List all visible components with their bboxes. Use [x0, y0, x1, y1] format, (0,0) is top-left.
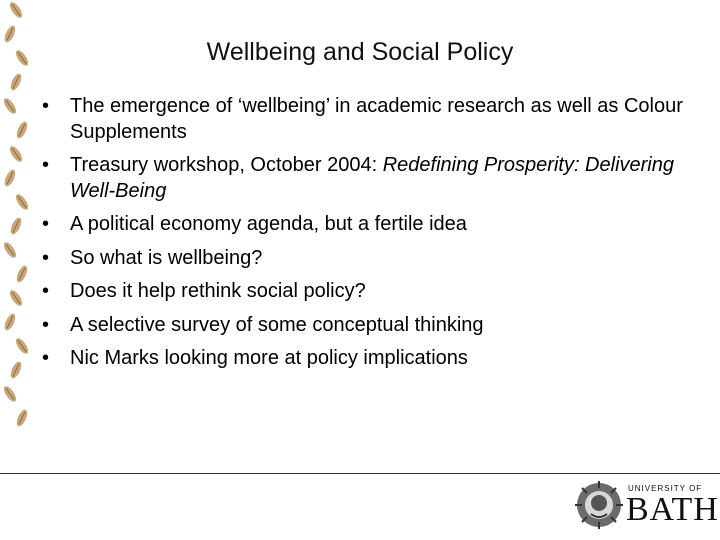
bullet-dot: •: [42, 246, 50, 269]
bullet-item: [40, 153, 690, 204]
bullet-dot: •: [42, 313, 50, 336]
bullet-dot: •: [42, 154, 50, 176]
bullet-text: The emergence of ‘wellbeing’ in academic research as well as Colour Supplements: [70, 95, 683, 143]
bullet-dot: •: [42, 213, 50, 235]
bullet-item: [40, 212, 690, 238]
bullet-dot: •: [42, 95, 50, 117]
wheat-grain-border: [0, 0, 40, 440]
bullet-item: [40, 279, 690, 305]
bullet-text: Treasury workshop, October 2004:: [70, 154, 383, 176]
bullet-list: [40, 94, 690, 380]
bullet-dot: •: [42, 347, 50, 369]
bullet-dot: •: [42, 280, 50, 302]
bullet-text: Nic Marks looking more at policy implications: [70, 347, 468, 369]
logo-university-of: UNIVERSITY OF: [628, 484, 703, 493]
bullet-text: A selective survey of some conceptual thinking: [70, 313, 484, 336]
bullet-item: [40, 313, 690, 339]
bullet-text: So what is wellbeing?: [70, 246, 263, 269]
bullet-item: [40, 246, 690, 272]
bullet-item: [40, 94, 690, 145]
logo-name: BATH: [626, 491, 719, 528]
bullet-text: Does it help rethink social policy?: [70, 280, 366, 302]
slide-title: Wellbeing and Social Policy: [206, 38, 514, 66]
bullet-italic-text: Redefining Prosperity: Delivering Well-Being: [70, 154, 674, 202]
bullet-text: A political economy agenda, but a fertile idea: [70, 213, 467, 235]
university-crest-icon: [574, 480, 624, 530]
university-logo: [574, 480, 719, 530]
footer-divider: [0, 473, 720, 474]
bullet-item: [40, 346, 690, 372]
